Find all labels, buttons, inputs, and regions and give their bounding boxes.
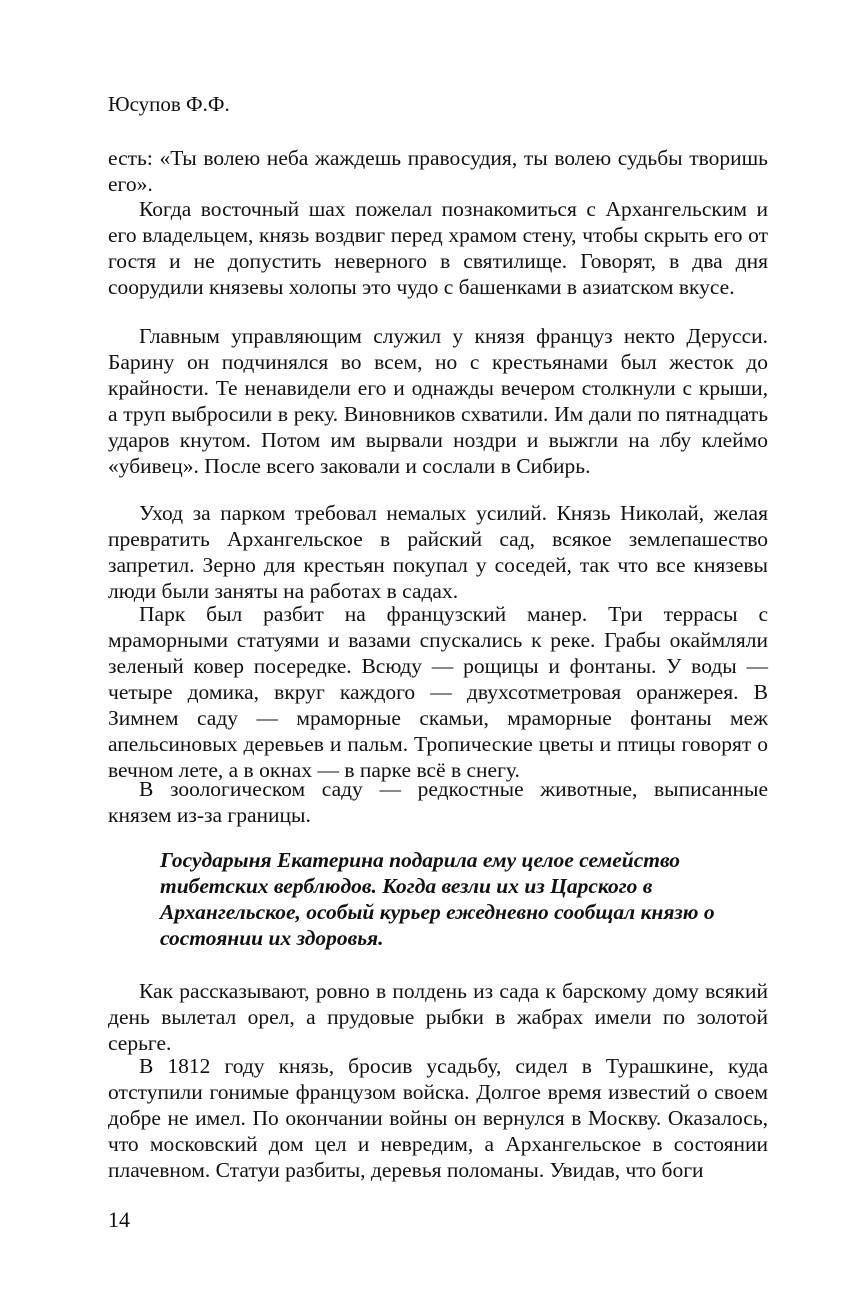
paragraph-6: В зоологическом саду — редкостные животные, выписанные князем из-за границы.: [108, 777, 768, 827]
paragraph-2: Когда восточный шах пожелал познакомиться с Архангельским и его владельцем, князь воздвиг перед храмом стену, чтобы скрыть его от гостя и не допустить неверного в святилище. Говорят, в два дня соорудили князевы холопы это чудо с башенками в азиатском вкусе.: [108, 197, 768, 299]
running-header: Юсупов Ф.Ф.: [108, 92, 230, 116]
paragraph-1: есть: «Ты волею неба жаждешь правосудия, ты волею судьбы творишь его».: [108, 146, 768, 196]
paragraph-3: Главным управляющим служил у князя француз некто Деруcси. Барину он подчинялся во всем, но с крестьянами был жесток до крайности. Те ненавидели его и однажды вечером столкнули с крыши, а труп выбросили в реку. Виновников схватили. Им дали по пятнадцать ударов кнутом. Потом им вырвали ноздри и выжгли на лбу клеймо «убивец». После всего заковали и сослали в Сибирь.: [108, 324, 768, 478]
paragraph-5: Парк был разбит на французский манер. Три террасы с мраморными статуями и вазами спускались к реке. Грабы окаймляли зеленый ковер посередке. Всюду — рощицы и фонтаны. У воды — четыре домика, вкруг каждого — двухсотметровая оранжерея. В Зимнем саду — мраморные скамьи, мраморные фонтаны меж апельсиновых деревьев и пальм. Тропические цветы и птицы говорят о вечном лете, а в окнах — в парке всё в снегу.: [108, 602, 768, 782]
paragraph-7: Как рассказывают, ровно в полдень из сада к барскому дому всякий день вылетал орел, а прудовые рыбки в жабрах имели по золотой серьге.: [108, 979, 768, 1055]
paragraph-8: В 1812 году князь, бросив усадьбу, сидел в Турашкине, куда отступили гонимые французом войска. Долгое время известий о своем добре не имел. По окончании войны он вернулся в Москву. Оказалось, что московский дом цел и невредим, а Архангельское в состоянии плачевном. Статуи разбиты, деревья поломаны. Увидав, что боги: [108, 1054, 768, 1182]
highlighted-quote: Государыня Екатерина подарила ему целое семейство тибетских верблюдов. Когда везли их из Царского в Архангельское, особый курьер ежедневно сообщал князю о состоянии их здоровья.: [160, 848, 715, 950]
page-number: 14: [108, 1207, 130, 1232]
paragraph-4: Уход за парком требовал немалых усилий. Князь Николай, желая превратить Архангельское в райский сад, всякое землепашество запретил. Зерно для крестьян покупал у соседей, так что все князевы люди были заняты на работах в садах.: [108, 501, 768, 603]
